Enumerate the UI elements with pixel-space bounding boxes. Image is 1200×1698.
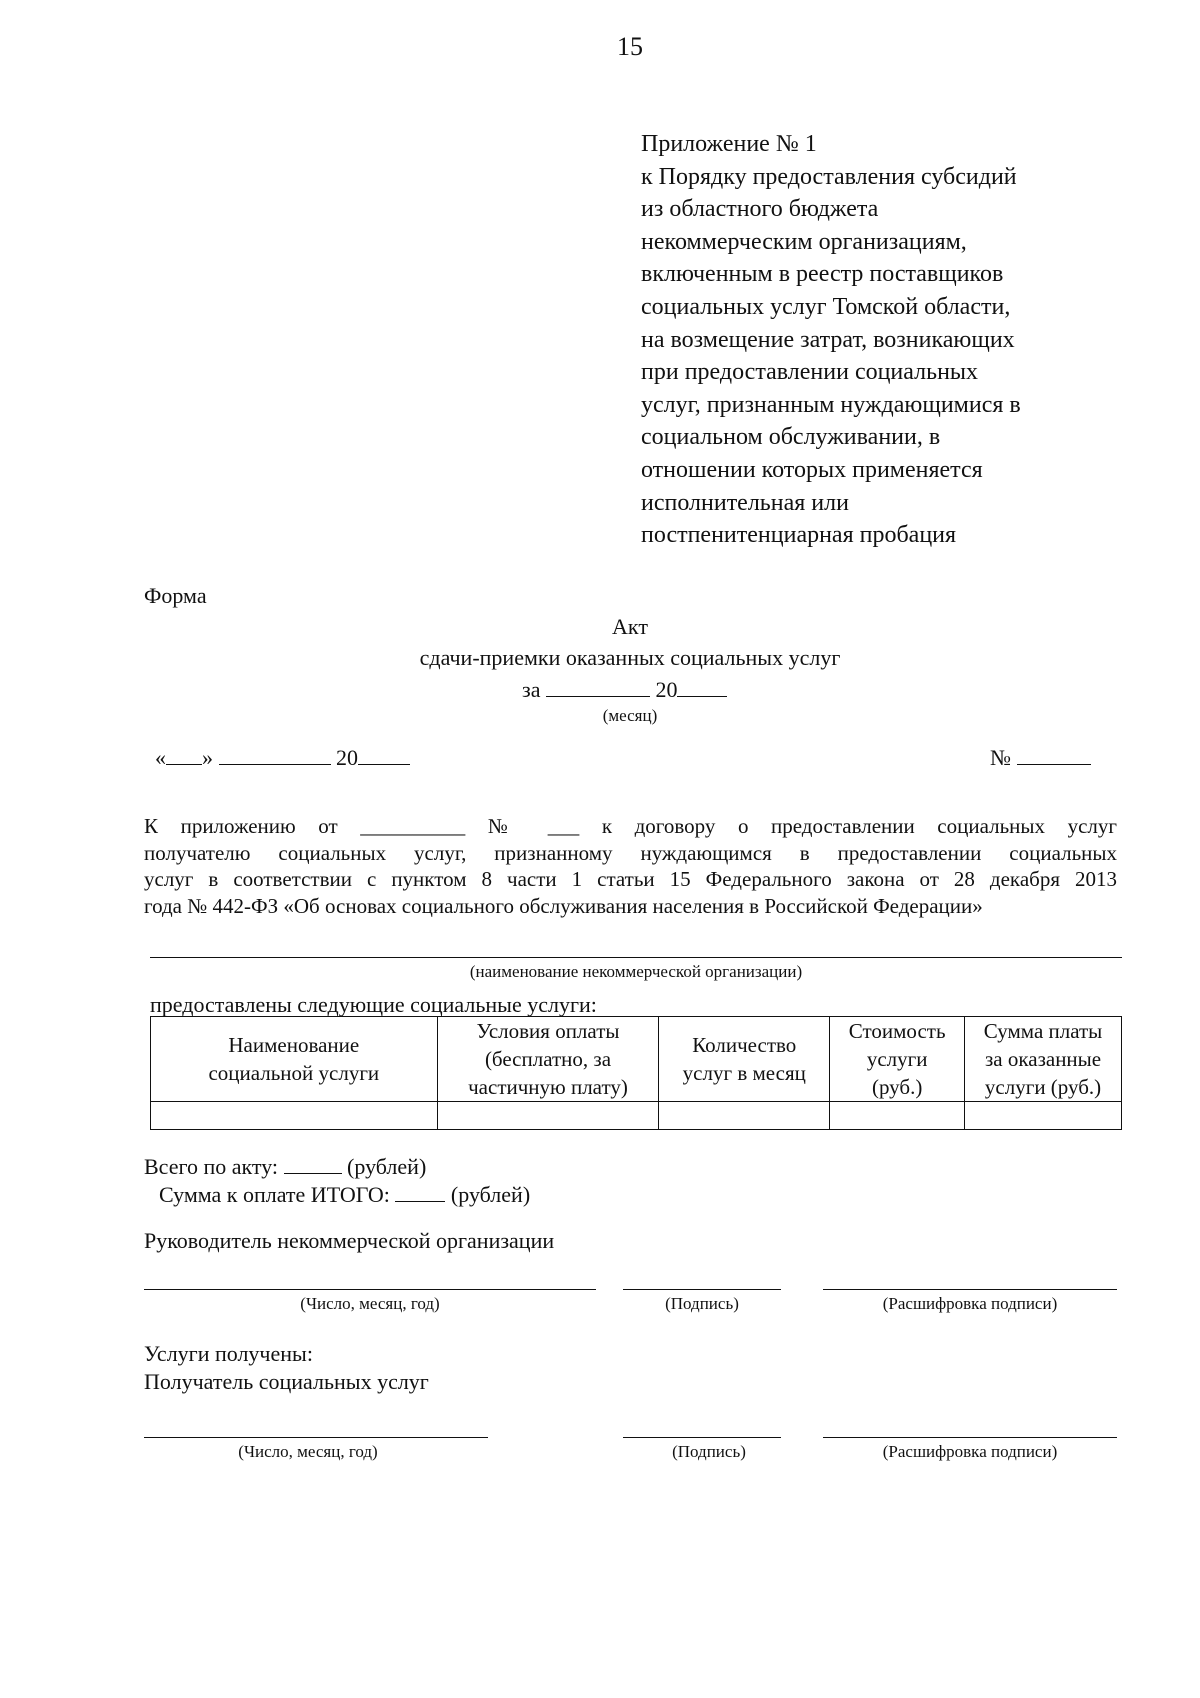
year-blank[interactable] <box>677 676 727 697</box>
quote-close: » <box>202 745 213 770</box>
date-year-prefix: 20 <box>336 745 358 770</box>
services-intro: предоставлены следующие социальные услуги: <box>150 992 597 1017</box>
recipient-date-line[interactable] <box>144 1437 488 1438</box>
body-line: услуг в соответствии с пунктом 8 части 1 статьи 15 Федерального закона от 28 декабря 2013 <box>144 867 1117 891</box>
month-blank[interactable] <box>546 676 650 697</box>
recipient-decoding-caption: (Расшифровка подписи) <box>882 1442 1058 1461</box>
body-paragraph <box>144 813 1117 919</box>
recipient-signature-line[interactable] <box>623 1437 781 1438</box>
annex-line: исполнительная или <box>641 489 849 516</box>
annex-line: включенным в реестр поставщиков <box>641 261 1004 288</box>
received-label: Услуги получены: <box>144 1341 313 1366</box>
annex-line: социальном обслуживании, в <box>641 424 941 451</box>
period-prefix: за <box>522 677 541 702</box>
date-year-blank[interactable] <box>358 744 410 765</box>
recipient-decoding-line[interactable] <box>823 1437 1117 1438</box>
body-line: К приложению от __________ № ___ к договору о предоставлении социальных услуг <box>144 814 1117 838</box>
act-date-line <box>155 744 410 771</box>
payment-line <box>159 1181 530 1208</box>
page-number: 15 <box>617 32 643 61</box>
head-signature-caption: (Подпись) <box>665 1294 739 1313</box>
period-year: 20 <box>655 677 678 702</box>
quote-open: « <box>155 745 166 770</box>
annex-line: из областного бюджета <box>641 196 879 223</box>
number-sign: № <box>990 745 1011 770</box>
services-table <box>150 1016 1122 1130</box>
annex-line: к Порядку предоставления субсидий <box>641 163 1017 190</box>
act-subtitle: сдачи-приемки оказанных социальных услуг <box>419 645 841 670</box>
head-signature-line[interactable] <box>623 1289 781 1290</box>
month-date-blank[interactable] <box>219 744 331 765</box>
annex-line: услуг, признанным нуждающимися в <box>641 391 1021 418</box>
header-cost: Стоимость услуги (руб.) <box>830 1017 965 1102</box>
body-line: получателю социальных услуг, признанному нуждающимся в предоставлении социальных <box>144 840 1117 865</box>
total-label: Всего по акту: <box>144 1154 279 1179</box>
annex-line: социальных услуг Томской области, <box>641 293 1011 320</box>
org-name-line[interactable] <box>150 957 1122 958</box>
header-service-name: Наименование социальной услуги <box>151 1017 438 1102</box>
table-cell[interactable] <box>437 1102 659 1130</box>
table-cell[interactable] <box>830 1102 965 1130</box>
payment-unit: (рублей) <box>450 1182 531 1207</box>
annex-line: при предоставлении социальных <box>641 359 979 386</box>
total-line <box>144 1153 426 1180</box>
header-payment-amount: Сумма платы за оказанные услуги (руб.) <box>965 1017 1122 1102</box>
act-title: Акт <box>612 614 648 639</box>
act-number-line <box>990 744 1091 771</box>
annex-line: на возмещение затрат, возникающих <box>641 326 1015 353</box>
act-number-blank[interactable] <box>1017 744 1091 765</box>
annex-line: Приложение № 1 <box>641 131 817 157</box>
recipient-signature-caption: (Подпись) <box>672 1442 746 1461</box>
table-header-row <box>151 1017 1122 1102</box>
act-period <box>522 676 727 703</box>
form-label: Форма <box>144 583 207 608</box>
table-cell[interactable] <box>151 1102 438 1130</box>
head-date-line[interactable] <box>144 1289 596 1290</box>
table-cell[interactable] <box>965 1102 1122 1130</box>
recipient-label: Получатель социальных услуг <box>144 1369 429 1394</box>
head-decoding-caption: (Расшифровка подписи) <box>882 1294 1058 1313</box>
recipient-date-caption: (Число, месяц, год) <box>238 1442 378 1461</box>
total-blank[interactable] <box>284 1153 342 1174</box>
org-caption: (наименование некоммерческой организации) <box>469 962 803 981</box>
annex-line: постпенитенциарная пробация <box>641 522 957 549</box>
annex-line: отношении которых применяется <box>641 456 983 483</box>
header-payment-terms: Условия оплаты (бесплатно, за частичную плату) <box>437 1017 659 1102</box>
total-unit: (рублей) <box>347 1154 427 1179</box>
month-caption: (месяц) <box>602 706 658 725</box>
body-line: года № 442-ФЗ «Об основах социального обслуживания населения в Российской Федерации» <box>144 893 983 918</box>
header-quantity: Количество услуг в месяц <box>659 1017 830 1102</box>
day-blank[interactable] <box>166 744 202 765</box>
payment-blank[interactable] <box>395 1181 445 1202</box>
table-row <box>151 1102 1122 1130</box>
table-cell[interactable] <box>659 1102 830 1130</box>
head-label: Руководитель некоммерческой организации <box>144 1228 555 1253</box>
annex-line: некоммерческим организациям, <box>641 228 967 255</box>
head-date-caption: (Число, месяц, год) <box>300 1294 440 1313</box>
annex-header <box>641 128 1111 552</box>
head-decoding-line[interactable] <box>823 1289 1117 1290</box>
payment-label: Сумма к оплате ИТОГО: <box>159 1182 390 1207</box>
